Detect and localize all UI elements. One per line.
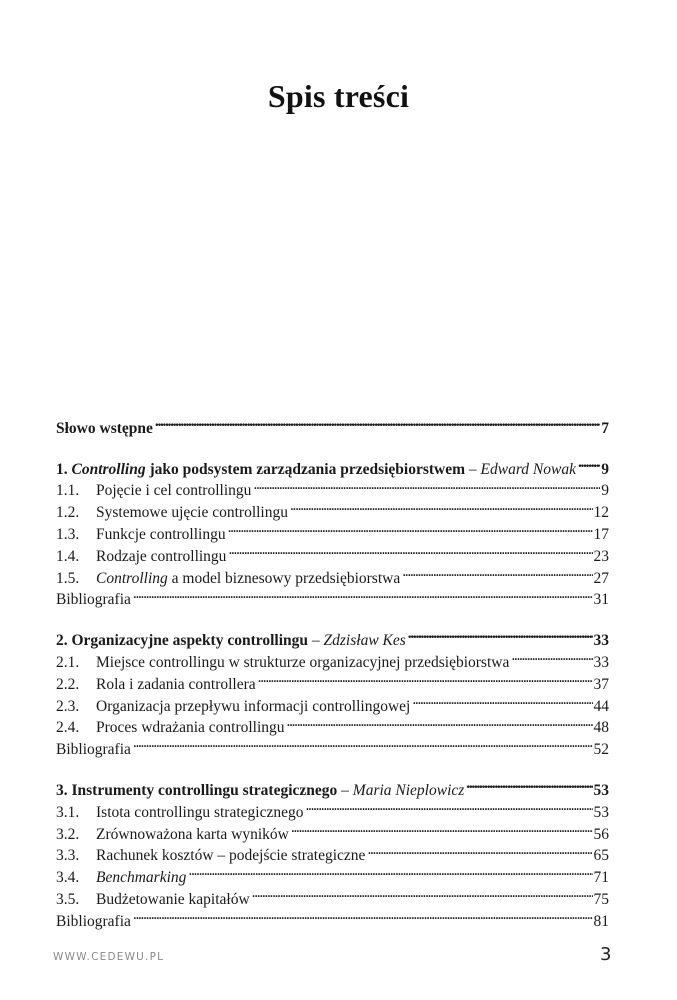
- toc-section-number: 1.5.: [56, 569, 80, 587]
- toc-section-number: 3.4.: [56, 869, 80, 887]
- toc-page-number: 53: [593, 803, 609, 821]
- toc-page-number: 48: [593, 719, 609, 737]
- footer-url: WWW.CEDEWU.PL: [53, 951, 165, 963]
- toc-section-text: Budżetowanie kapitałów: [96, 890, 250, 908]
- dot-leader: [289, 817, 593, 839]
- toc-chapter-1[interactable]: [56, 452, 609, 478]
- toc-page-number: 56: [593, 825, 609, 843]
- toc-section-text: Pojęcie i cel controllingu: [96, 482, 252, 500]
- toc-page-number: 81: [593, 912, 609, 930]
- dot-leader: [509, 645, 592, 667]
- toc-section-number: 3.3.: [56, 847, 80, 865]
- toc-section-text: Proces wdrażania controllingu: [96, 719, 285, 737]
- toc-section-text: Rola i zadania controllera: [96, 675, 256, 693]
- dot-leader: [250, 882, 593, 904]
- toc-chapter-title: 2. Organizacyjne aspekty controllingu – Zdzisław Kes: [56, 632, 406, 650]
- toc-section-number: 1.1.: [56, 482, 80, 500]
- dot-leader: [285, 711, 593, 733]
- toc-section-number: 1.4.: [56, 547, 80, 565]
- toc-chapter-2[interactable]: [56, 623, 609, 650]
- toc-chapter-author: Zdzisław Kes: [323, 632, 406, 650]
- toc-section-number: 2.2.: [56, 675, 80, 693]
- toc-section-text: Controlling a model biznesowy przedsiębiorstwa: [96, 569, 401, 587]
- toc-page-number: 9: [601, 482, 609, 500]
- toc-section-text: Rodzaje controllingu: [96, 547, 227, 565]
- dot-leader: [288, 495, 593, 517]
- dot-leader: [256, 667, 593, 689]
- toc-section-text: Miejsce controllingu w strukturze organizacyjnej przedsiębiorstwa: [96, 653, 510, 671]
- page-title: Spis treści: [267, 78, 410, 114]
- toc-section-number: 3.2.: [56, 825, 80, 843]
- dot-leader: [251, 474, 600, 496]
- toc-section-number: 2.4.: [56, 719, 80, 737]
- toc-bibliography[interactable]: [56, 732, 609, 759]
- toc-page-number: 12: [593, 504, 609, 522]
- dot-leader: [226, 517, 593, 539]
- toc-page-number: 27: [593, 569, 609, 587]
- toc-bibliography-text: Bibliografia: [56, 912, 131, 930]
- dot-leader: [576, 452, 600, 474]
- toc-page-number: 75: [593, 890, 609, 908]
- dot-leader: [400, 561, 592, 583]
- toc-section-number: 2.1.: [56, 653, 80, 671]
- toc-section-text: Benchmarking: [96, 869, 187, 887]
- toc-chapter-author: Maria Nieplowicz: [352, 781, 465, 799]
- toc-entry-preface[interactable]: [56, 411, 609, 437]
- toc-page-number: 23: [593, 547, 609, 565]
- toc-chapter-author: Edward Nowak: [480, 460, 576, 478]
- toc-page-number: 53: [593, 781, 609, 799]
- table-of-contents: [56, 411, 609, 930]
- toc-page-number: 31: [593, 591, 609, 609]
- dot-leader: [186, 860, 592, 882]
- dot-leader: [464, 773, 592, 795]
- toc-section-number: 2.3.: [56, 697, 80, 715]
- toc-chapter-3[interactable]: [56, 773, 609, 799]
- toc-page-number: 65: [593, 847, 609, 865]
- toc-bibliography-text: Bibliografia: [56, 591, 131, 609]
- dot-leader: [131, 904, 593, 926]
- toc-section-text: Istota controllingu strategicznego: [96, 803, 304, 821]
- dot-leader: [131, 732, 593, 754]
- toc-entry-text: Słowo wstępne: [56, 419, 153, 437]
- toc-page-number: 9: [601, 460, 609, 478]
- dot-leader: [406, 623, 593, 645]
- toc-page-number: 44: [593, 697, 609, 715]
- toc-section-number: 3.5.: [56, 890, 80, 908]
- toc-chapter-title: 3. Instrumenty controllingu strategicznego – Maria Nieplowicz: [56, 781, 465, 799]
- dot-leader: [410, 689, 592, 711]
- toc-page-number: 52: [593, 741, 609, 759]
- dot-leader: [226, 539, 592, 561]
- toc-page-number: 33: [593, 632, 609, 650]
- toc-section-number: 3.1.: [56, 803, 80, 821]
- footer-page-number: 3: [600, 944, 612, 965]
- toc-bibliography-text: Bibliografia: [56, 741, 131, 759]
- toc-bibliography[interactable]: [56, 904, 609, 930]
- toc-page-number: 7: [601, 419, 609, 437]
- dot-leader: [365, 839, 592, 861]
- toc-bibliography[interactable]: [56, 583, 609, 609]
- toc-page-number: 33: [593, 653, 609, 671]
- toc-page-number: 17: [593, 525, 609, 543]
- toc-section-number: 1.2.: [56, 504, 80, 522]
- dot-leader: [153, 411, 600, 433]
- toc-page-number: 71: [593, 869, 609, 887]
- dot-leader: [303, 795, 592, 817]
- toc-section-text: Zrównoważona karta wyników: [96, 825, 289, 843]
- toc-section-text: Funkcje controllingu: [96, 525, 226, 543]
- toc-page-number: 37: [593, 675, 609, 693]
- toc-section-text: Systemowe ujęcie controllingu: [96, 504, 288, 522]
- toc-section-text: Rachunek kosztów – podejście strategiczne: [96, 847, 366, 865]
- toc-section-text: Organizacja przepływu informacji controllingowej: [96, 697, 411, 715]
- dot-leader: [131, 583, 593, 605]
- toc-chapter-title: 1. Controlling jako podsystem zarządzania przedsiębiorstwem – Edward Nowak: [56, 460, 576, 478]
- toc-section-number: 1.3.: [56, 525, 80, 543]
